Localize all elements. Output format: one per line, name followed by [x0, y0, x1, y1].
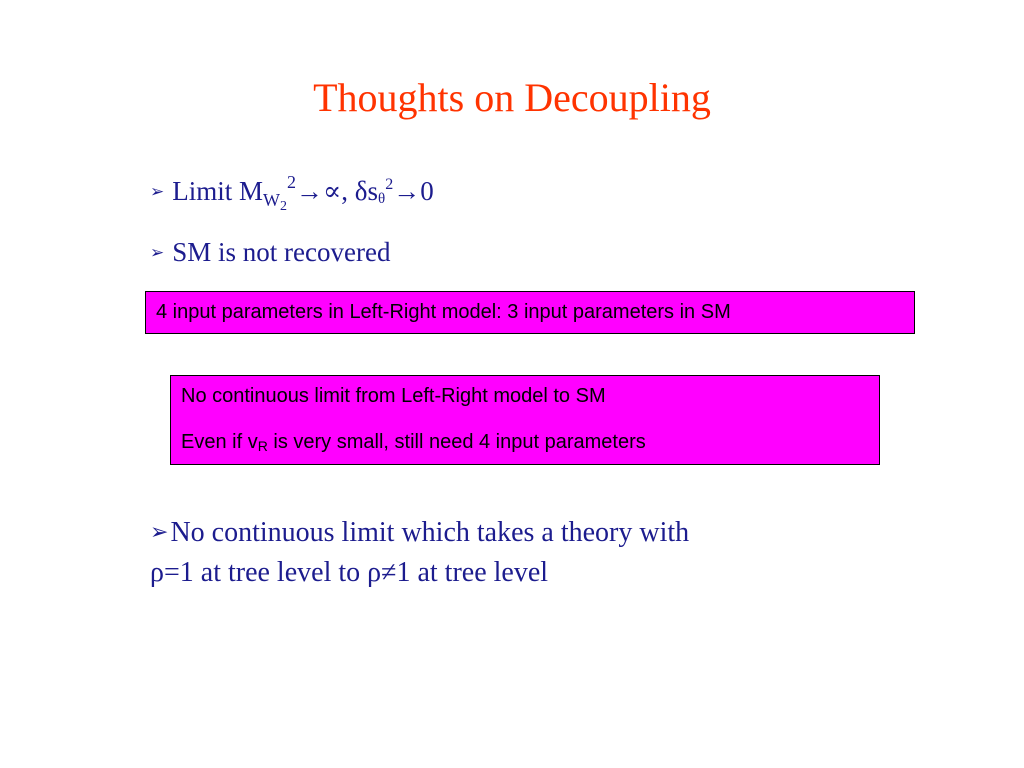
- box-line-2: [181, 430, 879, 454]
- arrow-bullet-icon: ➢: [150, 519, 169, 544]
- bullet-limit-mid: →∝, δs: [296, 176, 379, 206]
- bullet-limit: [150, 165, 434, 224]
- bullet-no-continuous-limit: [150, 512, 850, 593]
- arrow-bullet-icon: ➢: [150, 243, 165, 262]
- subscript-w-text: W: [263, 190, 281, 210]
- bullet-limit-prefix: Limit M: [172, 176, 264, 206]
- box-line-2-suffix: is very small, still need 4 input parameters: [267, 431, 646, 453]
- superscript-2: 2: [287, 172, 297, 192]
- para-line-1: [150, 512, 850, 553]
- bullet-sm-not-recovered: [150, 235, 390, 270]
- box-line-2-prefix: Even if v: [181, 431, 258, 453]
- box-line-1: No continuous limit from Left-Right model to SM: [181, 385, 606, 407]
- subscript-w-index: 2: [280, 199, 288, 214]
- para-line-2: ρ=1 at tree level to ρ≠1 at tree level: [150, 557, 549, 588]
- highlight-box-continuous-limit: [170, 375, 880, 465]
- slide-title: Thoughts on Decoupling: [313, 75, 711, 120]
- highlight-box-parameters: [145, 291, 915, 334]
- subscript-w: [263, 190, 288, 214]
- bullet-sm-text: SM is not recovered: [172, 237, 391, 267]
- para-line-1-text: No continuous limit which takes a theory with: [170, 517, 690, 548]
- superscript-2b: 2: [385, 176, 394, 193]
- arrow-bullet-icon: ➢: [150, 182, 165, 201]
- subscript-theta: θ: [378, 191, 386, 207]
- box-parameters-text: 4 input parameters in Left-Right model: 3 input parameters in SM: [156, 301, 731, 323]
- bullet-limit-suffix: →0: [393, 176, 434, 206]
- subscript-r: R: [257, 438, 268, 454]
